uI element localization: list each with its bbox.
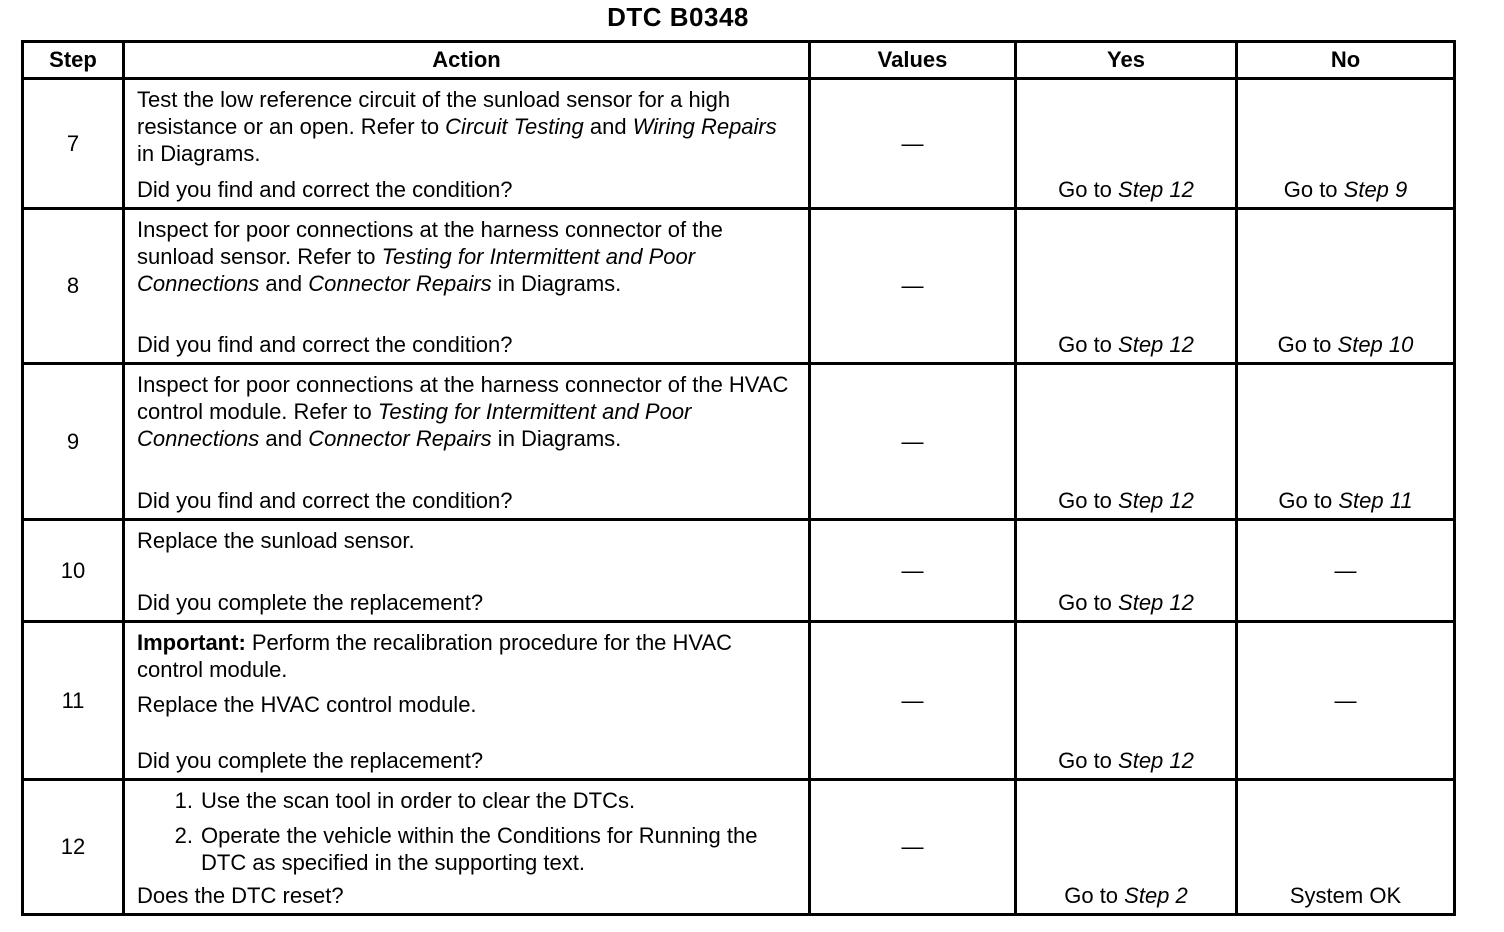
step-number: 7 [23, 79, 124, 209]
table-row [23, 622, 1455, 780]
yes-step-link: Step 12 [1118, 177, 1194, 202]
step-number: 9 [23, 364, 124, 520]
action-cell [124, 622, 810, 780]
header-step: Step [23, 42, 124, 79]
action-question: Did you complete the replacement? [137, 590, 484, 615]
action-question: Did you complete the replacement? [137, 748, 484, 773]
header-no: No [1237, 42, 1455, 79]
important-label: Important: [137, 630, 246, 655]
action-instruction: Replace the sunload sensor. [137, 528, 415, 553]
action-question: Did you find and correct the condition? [137, 177, 513, 202]
action-instruction: Replace the HVAC control module. [137, 692, 477, 717]
action-instruction: Inspect for poor connections at the harness connector of the HVAC control module. Refer to Testing for Intermittent and Poor Connections and Connector Repairs in Diagrams. [137, 372, 789, 451]
action-cell [124, 780, 810, 915]
value-cell: — [810, 209, 1016, 364]
header-row [23, 42, 1455, 79]
table-row [23, 780, 1455, 915]
yes-cell: Go to Step 12 [1016, 622, 1237, 780]
important-note: Important: Perform the recalibration procedure for the HVAC control module. [137, 630, 733, 682]
no-step-link: Step 11 [1338, 488, 1413, 513]
step-number: 12 [23, 780, 124, 915]
table-row [23, 209, 1455, 364]
list-item: 2. Operate the vehicle within the Conditions for Running the DTC as specified in the supporting text. [174, 823, 758, 875]
table-row [23, 79, 1455, 209]
action-cell [124, 520, 810, 622]
step-number: 11 [23, 622, 124, 780]
yes-cell: Go to Step 12 [1016, 364, 1237, 520]
yes-step-link: Step 12 [1118, 748, 1194, 773]
yes-step-link: Step 12 [1118, 488, 1194, 513]
no-step-link: Step 9 [1343, 177, 1408, 202]
no-cell: Go to Step 10 [1237, 209, 1455, 364]
no-cell: Go to Step 11 [1237, 364, 1455, 520]
page-title: DTC B0348 [607, 2, 749, 32]
step-number: 10 [23, 520, 124, 622]
action-question: Did you find and correct the condition? [137, 488, 513, 513]
header-values: Values [810, 42, 1016, 79]
value-cell: — [810, 364, 1016, 520]
value-cell: — [810, 780, 1016, 915]
yes-step-link: Step 12 [1118, 590, 1194, 615]
yes-cell: Go to Step 12 [1016, 209, 1237, 364]
step-number: 8 [23, 209, 124, 364]
yes-cell: Go to Step 2 [1016, 780, 1237, 915]
table-row [23, 520, 1455, 622]
no-cell: System OK [1237, 780, 1455, 915]
action-instruction: Test the low reference circuit of the sunload sensor for a high resistance or an open. Refer to Circuit Testing and Wiring Repairs in Diagrams. [137, 87, 777, 166]
list-item: 1. Use the scan tool in order to clear the DTCs. [174, 788, 636, 813]
header-action: Action [124, 42, 810, 79]
action-instruction: Inspect for poor connections at the harness connector of the sunload sensor. Refer to Testing for Intermittent and Poor Connections and Connector Repairs in Diagrams. [137, 217, 723, 296]
yes-step-link: Step 2 [1124, 883, 1188, 908]
yes-cell: Go to Step 12 [1016, 79, 1237, 209]
no-cell: Go to Step 9 [1237, 79, 1455, 209]
value-cell: — [810, 520, 1016, 622]
procedure-list [137, 787, 798, 876]
action-question: Did you find and correct the condition? [137, 332, 513, 357]
table-row [23, 364, 1455, 520]
no-step-link: Step 10 [1337, 332, 1414, 357]
yes-step-link: Step 12 [1118, 332, 1194, 357]
no-cell: — [1237, 520, 1455, 622]
header-yes: Yes [1016, 42, 1237, 79]
action-cell [124, 79, 810, 209]
action-question: Does the DTC reset? [137, 883, 344, 908]
value-cell: — [810, 79, 1016, 209]
action-cell [124, 209, 810, 364]
no-cell: — [1237, 622, 1455, 780]
value-cell: — [810, 622, 1016, 780]
action-cell [124, 364, 810, 520]
yes-cell: Go to Step 12 [1016, 520, 1237, 622]
dtc-table [21, 40, 1456, 916]
